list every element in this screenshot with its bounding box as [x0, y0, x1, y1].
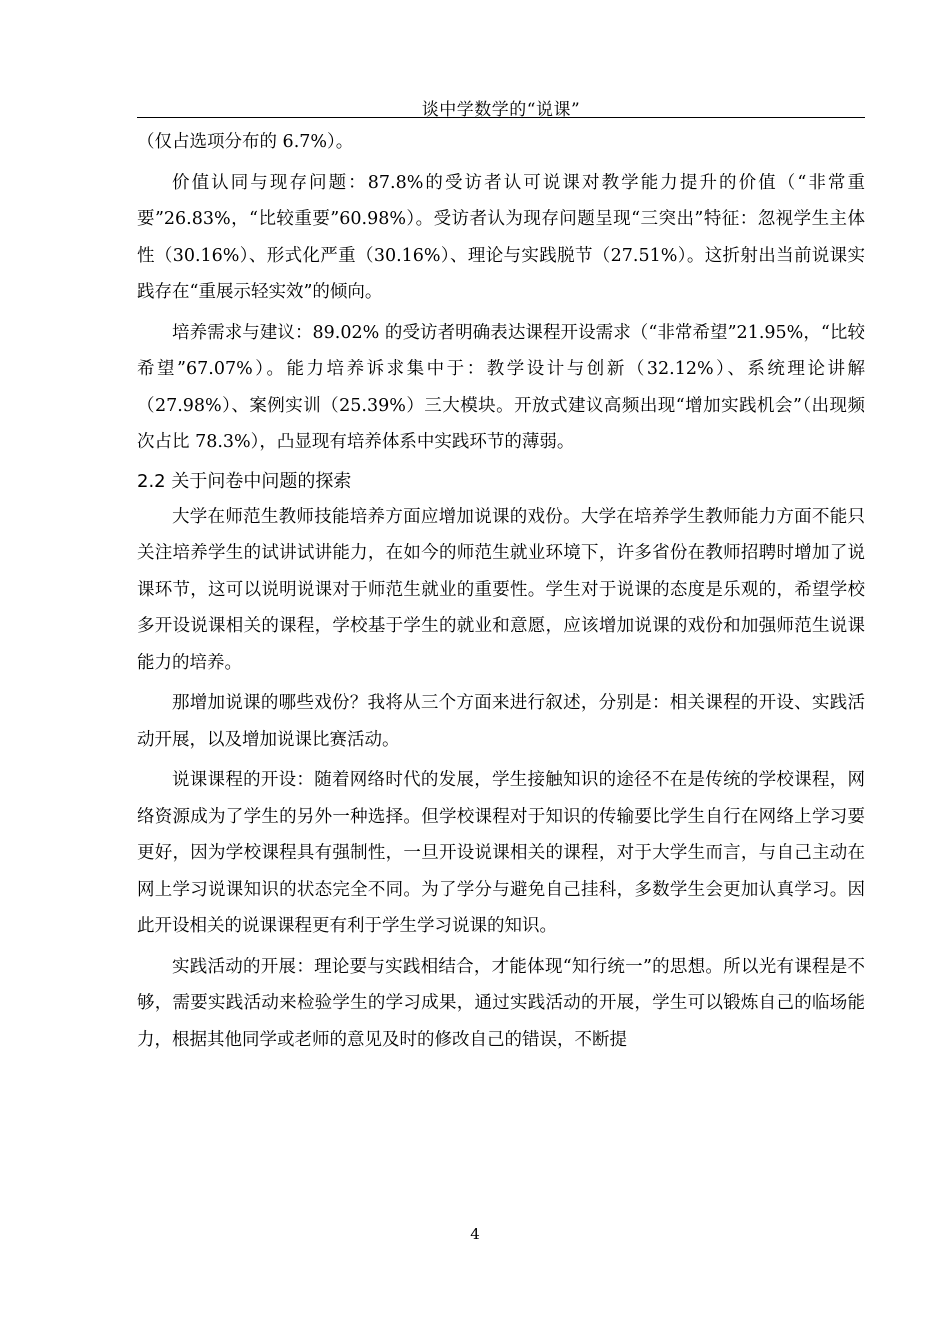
- paragraph-university-training: 大学在师范生教师技能培养方面应增加说课的戏份。大学在培养学生教师能力方面不能只关注培养学生的试讲试讲能力，在如今的师范生就业环境下，许多省份在教师招聘时增加了说课环节，这可以说明说课对于师范生就业的重要性。学生对于说课的态度是乐观的，希望学校多开设说课相关的课程，学校基于学生的就业和意愿，应该增加说课的戏份和加强师范生说课能力的培养。: [137, 506, 865, 673]
- header-rule: [137, 117, 865, 118]
- running-header-title: 谈中学数学的“说课”: [421, 100, 581, 120]
- page-number: 4: [470, 1225, 480, 1243]
- paragraph-value-recognition: 价值认同与现存问题：87.8%的受访者认可说课对教学能力提升的价值（“非常重要”26.83%，“比较重要”60.98%）。受访者认为现存问题呈现“三突出”特征：忽视学生主体性（30.16%）、形式化严重（30.16%）、理论与实践脱节（27.51%）。这折射出当前说课实践存在“重展示轻实效”的倾向。: [137, 172, 865, 302]
- paragraph-continuation: （仅占选项分布的 6.7%）。: [137, 132, 354, 152]
- paragraph-practice-activities: 实践活动的开展：理论要与实践相结合，才能体现“知行统一”的思想。所以光有课程是不够，需要实践活动来检验学生的学习成果，通过实践活动的开展，学生可以锻炼自己的临场能力，根据其他同学或老师的意见及时的修改自己的错误，不断提: [137, 956, 865, 1050]
- paragraph-course-setup: 说课课程的开设：随着网络时代的发展，学生接触知识的途径不在是传统的学校课程，网络资源成为了学生的另外一种选择。但学校课程对于知识的传输要比学生自行在网络上学习要更好，因为学校课程具有强制性，一旦开设说课相关的课程，对于大学生而言，与自己主动在网上学习说课知识的状态完全不同。为了学分与避免自己挂科，多数学生会更加认真学习。因此开设相关的说课课程更有利于学生学习说课的知识。: [137, 770, 865, 936]
- paragraph-training-needs: 培养需求与建议：89.02% 的受访者明确表达课程开设需求（“非常希望”21.95%，“比较希望”67.07%）。能力培养诉求集中于：教学设计与创新（32.12%）、系统理论讲解（27.98%）、案例实训（25.39%）三大模块。开放式建议高频出现“增加实践机会”（出现频次占比 78.3%），凸显现有培养体系中实践环节的薄弱。: [137, 322, 865, 452]
- paragraph-which-parts: 那增加说课的哪些戏份？我将从三个方面来进行叙述，分别是：相关课程的开设、实践活动开展，以及增加说课比赛活动。: [137, 693, 865, 750]
- page-body: [137, 124, 865, 1058]
- section-heading: 2.2 关于问卷中问题的探索: [137, 470, 352, 492]
